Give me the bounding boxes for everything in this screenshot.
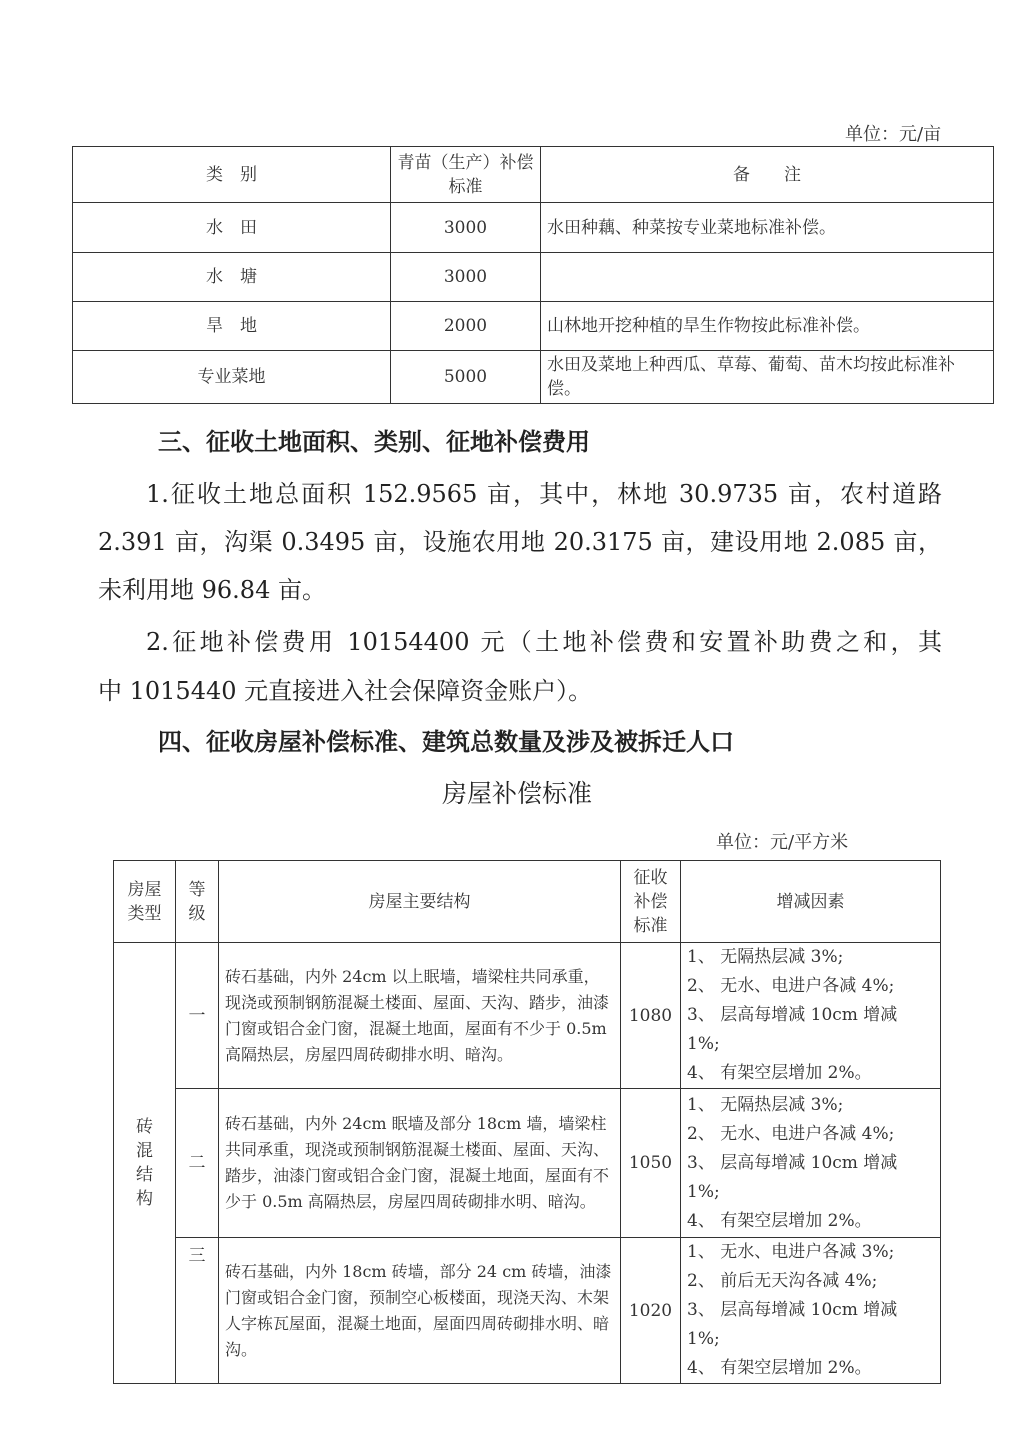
cell-note: 水田及菜地上种西瓜、草莓、葡萄、苗木均按此标准补偿。 <box>541 351 994 404</box>
cell-factors <box>681 1089 941 1238</box>
table-row <box>114 1238 941 1384</box>
table-row <box>114 1089 941 1238</box>
cell-type: 专业菜地 <box>73 351 391 404</box>
cell-grade: 三 <box>176 1238 219 1384</box>
house-compensation-table <box>113 860 941 1384</box>
table-header-row <box>73 147 994 203</box>
table-row <box>73 203 994 253</box>
cell-type: 旱 地 <box>73 302 391 351</box>
table1-unit: 单位：元/亩 <box>845 124 942 145</box>
cell-structure: 砖石基础，内外 18cm 砖墙，部分 24 cm 砖墙，油漆门窗或铝合金门窗，预制空心板楼面，现浇天沟、木架人字栋瓦屋面，混凝土地面，屋面四周砖砌排水明、暗沟。 <box>219 1238 621 1384</box>
cell-price: 3000 <box>391 253 541 302</box>
factor: 4、 有架空层增加 2%。 <box>687 1210 872 1231</box>
cell-note <box>541 253 994 302</box>
factor: 1、 无水、电进户各减 3%; <box>687 1242 895 1262</box>
factor: 3、 层高每增减 10cm 增减 1%; <box>687 1300 898 1349</box>
table-row <box>73 302 994 351</box>
cell-note: 水田种藕、种菜按专业菜地标准补偿。 <box>541 203 994 253</box>
factor: 1、 无隔热层减 3%; <box>687 947 844 967</box>
cell-price: 1050 <box>621 1089 681 1238</box>
paragraph-line: 中 1015440 元直接进入社会保障资金账户）。 <box>98 677 593 705</box>
factor: 4、 有架空层增加 2%。 <box>687 1358 872 1378</box>
table-header-row <box>114 861 941 943</box>
cell-price: 1020 <box>621 1238 681 1384</box>
factor: 2、 前后无天沟各减 4%; <box>687 1271 878 1291</box>
header-grade: 等级 <box>176 861 219 943</box>
cell-structure: 砖石基础，内外 24cm 眠墙及部分 18cm 墙，墙梁柱共同承重，现浇或预制钢筋混凝土楼面、屋面、天沟、踏步，油漆门窗或铝合金门窗，混凝土地面，屋面有不少于 0.5m 高隔热层，房屋四周砖砌排水明、暗沟。 <box>219 1089 621 1238</box>
factor: 4、 有架空层增加 2%。 <box>687 1063 872 1083</box>
cell-price: 2000 <box>391 302 541 351</box>
table-row <box>114 943 941 1089</box>
cell-house-type: 砖混结构 <box>114 943 176 1384</box>
table2-title: 房屋补偿标准 <box>442 779 593 808</box>
factor: 2、 无水、电进户各减 4%; <box>687 976 895 996</box>
paragraph-line: 2.征地补偿费用 10154400 元（土地补偿费和安置补助费之和，其 <box>146 628 942 656</box>
table-row <box>73 351 994 404</box>
paragraph-line: 2.391 亩，沟渠 0.3495 亩，设施农用地 20.3175 亩，建设用地 2.085 亩， <box>98 528 942 556</box>
header-standard: 征收补偿标准 <box>621 861 681 943</box>
cell-factors <box>681 1238 941 1384</box>
section3-heading: 三、征收土地面积、类别、征地补偿费用 <box>158 427 590 456</box>
cell-price: 5000 <box>391 351 541 404</box>
cell-type: 水 塘 <box>73 253 391 302</box>
cell-price: 3000 <box>391 203 541 253</box>
factor: 1、 无隔热层减 3%; <box>687 1094 844 1115</box>
cell-grade: 二 <box>176 1089 219 1238</box>
header-standard: 青苗（生产）补偿标准 <box>391 147 541 203</box>
header-factors: 增减因素 <box>681 861 941 943</box>
header-note: 备 注 <box>541 147 994 203</box>
cell-structure: 砖石基础，内外 24cm 以上眠墙，墙梁柱共同承重，现浇或预制钢筋混凝土楼面、屋面、天沟、踏步，油漆门窗或铝合金门窗，混凝土地面，屋面有不少于 0.5m 高隔热层，房屋四周砖砌排水明、暗沟。 <box>219 943 621 1089</box>
table-row <box>73 253 994 302</box>
cell-price: 1080 <box>621 943 681 1089</box>
factor: 2、 无水、电进户各减 4%; <box>687 1123 895 1144</box>
paragraph-line: 未利用地 96.84 亩。 <box>98 576 326 604</box>
cell-grade: 一 <box>176 943 219 1089</box>
seedling-compensation-table <box>72 146 994 404</box>
factor: 3、 层高每增减 10cm 增减 1%; <box>687 1005 898 1054</box>
header-category: 类 别 <box>73 147 391 203</box>
paragraph-line: 1.征收土地总面积 152.9565 亩，其中，林地 30.9735 亩，农村道路 <box>146 480 942 508</box>
header-house-type: 房屋类型 <box>114 861 176 943</box>
cell-note: 山林地开挖种植的旱生作物按此标准补偿。 <box>541 302 994 351</box>
table2-unit: 单位：元/平方米 <box>716 832 849 853</box>
cell-factors <box>681 943 941 1089</box>
cell-type: 水 田 <box>73 203 391 253</box>
section4-heading: 四、征收房屋补偿标准、建筑总数量及涉及被拆迁人口 <box>158 727 734 756</box>
header-structure: 房屋主要结构 <box>219 861 621 943</box>
factor: 3、 层高每增减 10cm 增减 1%; <box>687 1152 898 1202</box>
